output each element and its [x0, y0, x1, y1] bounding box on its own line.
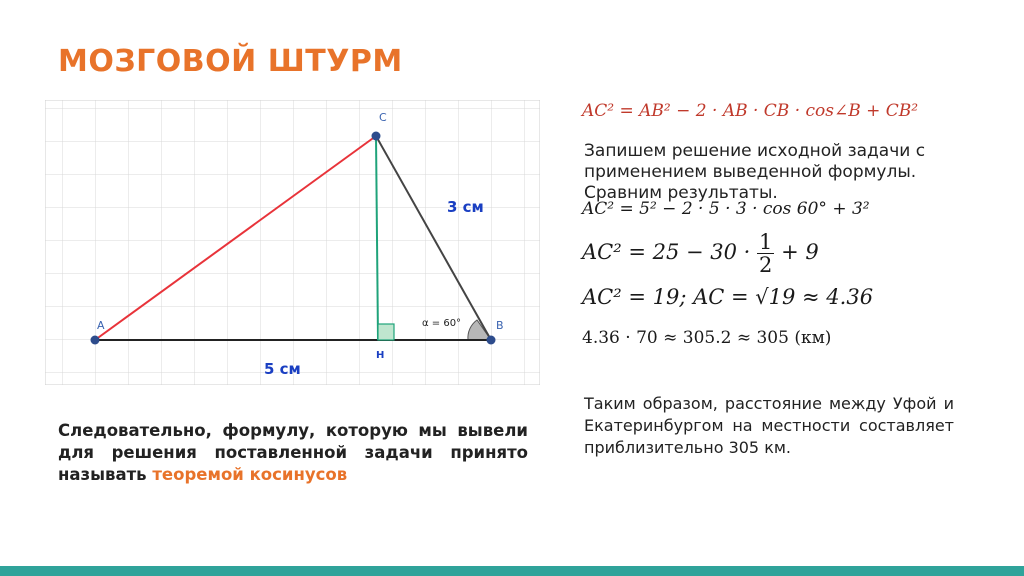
fraction-denominator: 2 [759, 253, 773, 278]
intro-text: Запишем решение исходной задачи с применением выведенной формулы. Сравним результаты. [584, 141, 926, 203]
label-ab-length: 5 см [264, 360, 301, 378]
substitution-formula: AC² = 5² − 2 · 5 · 3 · cos 60° + 3² [582, 199, 870, 219]
label-h: H [376, 350, 385, 361]
summary-term: теоремой косинусов [152, 465, 348, 484]
summary-main: Следовательно, формулу, которую мы вывели для решения поставленной задачи принято называть [58, 421, 528, 484]
distance-formula: 4.36 · 70 ≈ 305.2 ≈ 305 (км) [582, 328, 832, 348]
law-formula: AC² = AB² − 2 · AB · CB · cos∠B + CB² [582, 101, 919, 121]
right-angle-marker [378, 324, 394, 340]
point-c [372, 132, 381, 141]
triangle-diagram [45, 100, 540, 385]
step-formula [582, 231, 819, 276]
label-cb-length: 3 см [447, 198, 484, 216]
grid-background [45, 100, 540, 385]
label-a: A [97, 319, 105, 332]
fraction [757, 231, 774, 276]
point-b [487, 336, 496, 345]
page-title: МОЗГОВОЙ ШТУРМ [58, 44, 403, 79]
label-c: C [379, 111, 387, 124]
angle-label: α = 60° [422, 318, 462, 329]
bottom-accent-bar [0, 566, 1024, 576]
conclusion-text: Таким образом, расстояние между Уфой и Екатеринбургом на местности составляет приблизительно 305 км. [584, 394, 954, 457]
label-b: B [496, 319, 504, 332]
point-a [91, 336, 100, 345]
summary-text [58, 420, 528, 486]
result-formula: AC² = 19; AC = √19 ≈ 4.36 [582, 285, 874, 309]
fraction-numerator: 1 [759, 230, 773, 254]
step-left: AC² = 25 − 30 · [582, 240, 751, 265]
step-right: + 9 [781, 240, 819, 265]
